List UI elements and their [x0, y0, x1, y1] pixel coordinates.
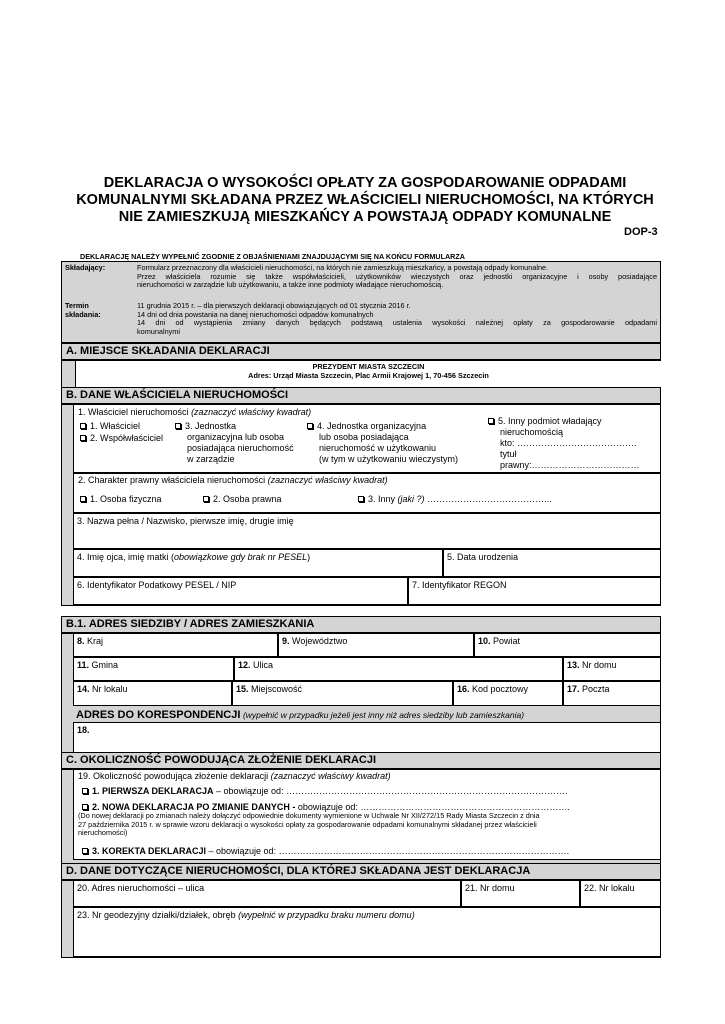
field-number: 18. — [77, 725, 90, 735]
option-label: 2. Współwłaściciel — [90, 433, 164, 443]
text-line: 14 dni od wystąpienia zmiany danych będących podstawą ustalenia wysokości należnej opłaty za gospodarowanie odpadami — [137, 318, 657, 328]
municipality-field[interactable] — [73, 657, 234, 681]
recipient-box — [75, 361, 661, 387]
option-correction[interactable] — [82, 846, 569, 856]
legal-form-label — [78, 475, 388, 485]
option-label: tytuł — [500, 449, 517, 459]
checkbox-icon[interactable] — [358, 496, 364, 502]
option-label: w zarządzie — [187, 454, 235, 464]
label-text: 2. Charakter prawny właściciela nieruchomości — [78, 475, 266, 485]
field-number: 12. — [238, 660, 251, 670]
text-line: składania: — [65, 309, 101, 319]
recipient: PREZYDENT MIASTA SZCZECIN — [312, 362, 425, 371]
checkbox-icon[interactable] — [82, 848, 88, 854]
owner-type-label — [78, 407, 311, 417]
info-box — [61, 261, 661, 343]
option-label: 3. Jednostka — [185, 421, 237, 431]
option-other-entity[interactable] — [488, 416, 640, 471]
checkbox-icon[interactable] — [82, 788, 88, 794]
field-label: Ulica — [253, 660, 274, 670]
declaration-reason-field — [73, 769, 661, 860]
option-first-declaration[interactable] — [82, 786, 568, 796]
option-label: kto: …………………………………. — [500, 438, 637, 448]
property-street-field[interactable] — [73, 880, 461, 907]
postal-code-field[interactable] — [453, 681, 563, 706]
subsection-hint: (wypełnić w przypadku jeżeli jest inny niż adres siedziby lub zamieszkania) — [242, 710, 525, 720]
field-number: 16. — [457, 684, 470, 694]
note-line: nieruchomości) — [78, 828, 128, 838]
field-label: Nr domu — [582, 660, 617, 670]
correspondence-address-field[interactable] — [73, 722, 661, 755]
option-label: 4. Jednostka organizacyjna — [317, 421, 427, 431]
text-line: Przez właściciela rozumie się także współwłaścicieli, użytkowników wieczystych oraz jednostki organizacyjne i osoby posiadające — [137, 271, 657, 281]
text-line: nieruchomości w zarządzie lub użytkowaniu, a także inne podmioty władające nieruchomością. — [137, 280, 444, 290]
termin-text — [137, 302, 657, 337]
owner-type-field — [73, 404, 661, 473]
option-label: posiadająca nieruchomość — [187, 443, 294, 453]
text-line: 14 dni od dnia powstania na danej nieruchomości odpadów komunalnych — [137, 309, 374, 319]
field-label: Poczta — [582, 684, 610, 694]
voivodeship-field[interactable] — [278, 633, 474, 657]
checkbox-icon[interactable] — [80, 435, 86, 441]
option-date-line: – obowiązuje od: ……………………………………………………………………………………. — [206, 846, 570, 856]
field-number: 15. — [236, 684, 249, 694]
termin-label — [65, 302, 101, 319]
declaration-reason-label — [78, 771, 391, 781]
field-label: Gmina — [91, 660, 119, 670]
option-label: 2. NOWA DEKLARACJA PO ZMIANIE DANYCH - — [92, 802, 296, 812]
label-hint: (zaznaczyć właściwy kwadrat) — [267, 475, 388, 485]
field-number: 11. — [77, 660, 90, 670]
option-label: 5. Inny podmiot władający — [498, 416, 602, 426]
full-name-field[interactable] — [73, 513, 661, 549]
apartment-number-field[interactable] — [73, 681, 232, 706]
subsection-title: ADRES DO KORESPONDENCJI — [76, 709, 241, 721]
label-hint: (zaznaczyć właściwy kwadrat) — [270, 771, 391, 781]
field-label: 22. Nr lokalu — [584, 883, 635, 893]
option-label: organizacyjna lub osoba — [187, 432, 285, 442]
text-line: 11 grudnia 2015 r. – dla pierwszych deklaracji obowiązujących od 01 stycznia 2016 r. — [137, 301, 411, 310]
label-text: 19. Okoliczność powodująca złożenie deklaracji — [78, 771, 269, 781]
option-label: 1. Osoba fizyczna — [90, 494, 162, 504]
option-label: (w tym w użytkowaniu wieczystym) — [319, 454, 459, 464]
field-label: 3. Nazwa pełna / Nazwisko, pierwsze imię, drugie imię — [77, 516, 294, 526]
field-number: 14. — [77, 684, 90, 694]
option-unit-usage[interactable] — [307, 421, 458, 465]
option-label: nieruchomością — [500, 427, 564, 437]
regon-field[interactable] — [408, 577, 661, 605]
section-d-header: D. DANE DOTYCZĄCE NIERUCHOMOŚCI, DLA KTÓREJ SKŁADANA JEST DEKLARACJA — [61, 863, 661, 880]
option-label: nieruchomość w użytkowaniu — [319, 443, 437, 453]
label-text: 1. Właściciel nieruchomości — [78, 407, 189, 417]
field-label: Nr lokalu — [92, 684, 128, 694]
field-label: 7. Identyfikator REGON — [412, 580, 507, 590]
section-b1-header: B.1. ADRES SIEDZIBY / ADRES ZAMIESZKANIA — [61, 616, 661, 633]
field-hint: (wypełnić w przypadku braku numeru domu) — [238, 910, 415, 920]
text-line: Termin — [65, 301, 89, 310]
field-label: 5. Data urodzenia — [447, 552, 519, 562]
title-line: NIE ZAMIESZKUJĄ MIESZKAŃCY A POWSTAJĄ ODPADY KOMUNALNE — [118, 209, 612, 225]
house-number-field[interactable] — [563, 657, 661, 681]
legal-form-field — [73, 473, 661, 513]
page-title — [60, 175, 670, 226]
option-unit-management[interactable] — [175, 421, 294, 465]
checkbox-icon[interactable] — [307, 423, 313, 429]
field-label: Kraj — [87, 636, 104, 646]
option-coowner[interactable] — [80, 433, 163, 443]
fill-line: …………………………………... — [427, 494, 552, 504]
checkbox-icon[interactable] — [80, 496, 86, 502]
field-label: 21. Nr domu — [465, 883, 515, 893]
field-label: Powiat — [493, 636, 521, 646]
cadastral-number-field[interactable] — [73, 907, 661, 957]
checkbox-icon[interactable] — [82, 804, 88, 810]
city-field[interactable] — [232, 681, 453, 706]
fill-instruction: DEKLARACJĘ NALEŻY WYPEŁNIĆ ZGODNIE Z OBJAŚNIENIAMI ZNAJDUJĄCYMI SIĘ NA KOŃCU FORMULARZA — [80, 252, 465, 261]
field-number: 8. — [77, 636, 85, 646]
field-label: 4. Imię ojca, imię matki ( — [77, 552, 175, 562]
field-hint: obowiązkowe gdy brak nr PESEL — [174, 552, 308, 562]
option-label: 3. KOREKTA DEKLARACJI — [92, 846, 207, 856]
field-number: 13. — [567, 660, 580, 670]
field-number: 9. — [282, 636, 290, 646]
option-natural-person[interactable] — [80, 494, 162, 504]
note-line: 27 października 2015 r. w sprawie wzoru deklaracji o wysokości opłaty za gospodarowanie odpadami komunalnymi składanej przez właścicieli — [78, 819, 537, 829]
checkbox-icon[interactable] — [203, 496, 209, 502]
checkbox-icon[interactable] — [488, 418, 494, 424]
title-line: KOMUNALNYMI SKŁADANA PRZEZ WŁAŚCICIELI NIERUCHOMOŚCI, NA KTÓRYCH — [76, 192, 654, 208]
skladajacy-text — [137, 264, 657, 290]
field-number: 17. — [567, 684, 580, 694]
section-b-header: B. DANE WŁAŚCICIELA NIERUCHOMOŚCI — [61, 387, 661, 404]
new-declaration-note — [78, 812, 540, 838]
checkbox-icon[interactable] — [175, 423, 181, 429]
section-a-body — [61, 360, 661, 388]
option-label: lub osoba posiadająca — [319, 432, 409, 442]
field-label: Województwo — [292, 636, 348, 646]
property-apartment-number-field[interactable] — [580, 880, 661, 907]
title-line: DEKLARACJA O WYSOKOŚCI OPŁATY ZA GOSPODAROWANIE ODPADAMI — [103, 175, 627, 191]
field-label: 23. Nr geodezyjny działki/działek, obręb — [77, 910, 236, 920]
section-a-header: A. MIEJSCE SKŁADANIA DEKLARACJI — [61, 343, 661, 360]
text-line: komunalnymi — [137, 327, 180, 337]
option-other-form[interactable] — [358, 494, 552, 504]
field-label: Miejscowość — [251, 684, 303, 694]
option-owner[interactable] — [80, 421, 140, 431]
section-c-header: C. OKOLICZNOŚĆ POWODUJĄCA ZŁOŻENIE DEKLARACJI — [61, 752, 661, 769]
option-date-line: obowiązuje od: ……………………………………………………………. — [295, 802, 570, 812]
option-date-line: – obowiązuje od: …………………………………………………………………………………. — [213, 786, 568, 796]
field-label: Kod pocztowy — [472, 684, 529, 694]
recipient-address: Adres: Urząd Miasta Szczecin, Plac Armii Krajowej 1, 70-456 Szczecin — [248, 370, 489, 380]
option-hint: (jaki ?) — [397, 494, 425, 504]
county-field[interactable] — [474, 633, 661, 657]
option-label: 2. Osoba prawna — [213, 494, 282, 504]
option-label: 1. PIERWSZA DEKLARACJA — [92, 786, 214, 796]
label-hint: (zaznaczyć właściwy kwadrat) — [191, 407, 312, 417]
correspondence-address-heading — [76, 709, 524, 721]
post-office-field[interactable] — [563, 681, 661, 706]
option-label: prawny:……………………………… — [500, 460, 640, 470]
text-line: Formularz przeznaczony dla właścicieli nieruchomości, na których nie zamieszkują mieszkańcy, a powstają odpady komunalne. — [137, 263, 549, 272]
field-number: 10. — [478, 636, 491, 646]
parents-names-field[interactable] — [73, 549, 443, 577]
birth-date-field[interactable] — [443, 549, 661, 577]
field-label: ) — [307, 552, 311, 562]
option-label: 3. Inny — [368, 494, 396, 504]
option-legal-person[interactable] — [203, 494, 282, 504]
form-code: DOP-3 — [624, 226, 658, 238]
pesel-nip-field[interactable] — [73, 577, 408, 605]
property-house-number-field[interactable] — [461, 880, 580, 907]
note-line: (Do nowej deklaracji po zmianach należy dołączyć odpowiednie dokumenty wymienione w Uchwale Nr XII/272/15 Rady Miasta Szczecin z dnia — [78, 811, 540, 820]
street-field[interactable] — [234, 657, 563, 681]
field-label: 6. Identyfikator Podatkowy PESEL / NIP — [77, 580, 237, 590]
country-field[interactable] — [73, 633, 278, 657]
checkbox-icon[interactable] — [80, 423, 86, 429]
option-label: 1. Właściciel — [90, 421, 141, 431]
skladajacy-label: Składający: — [65, 263, 106, 272]
field-label: 20. Adres nieruchomości – ulica — [77, 883, 205, 893]
